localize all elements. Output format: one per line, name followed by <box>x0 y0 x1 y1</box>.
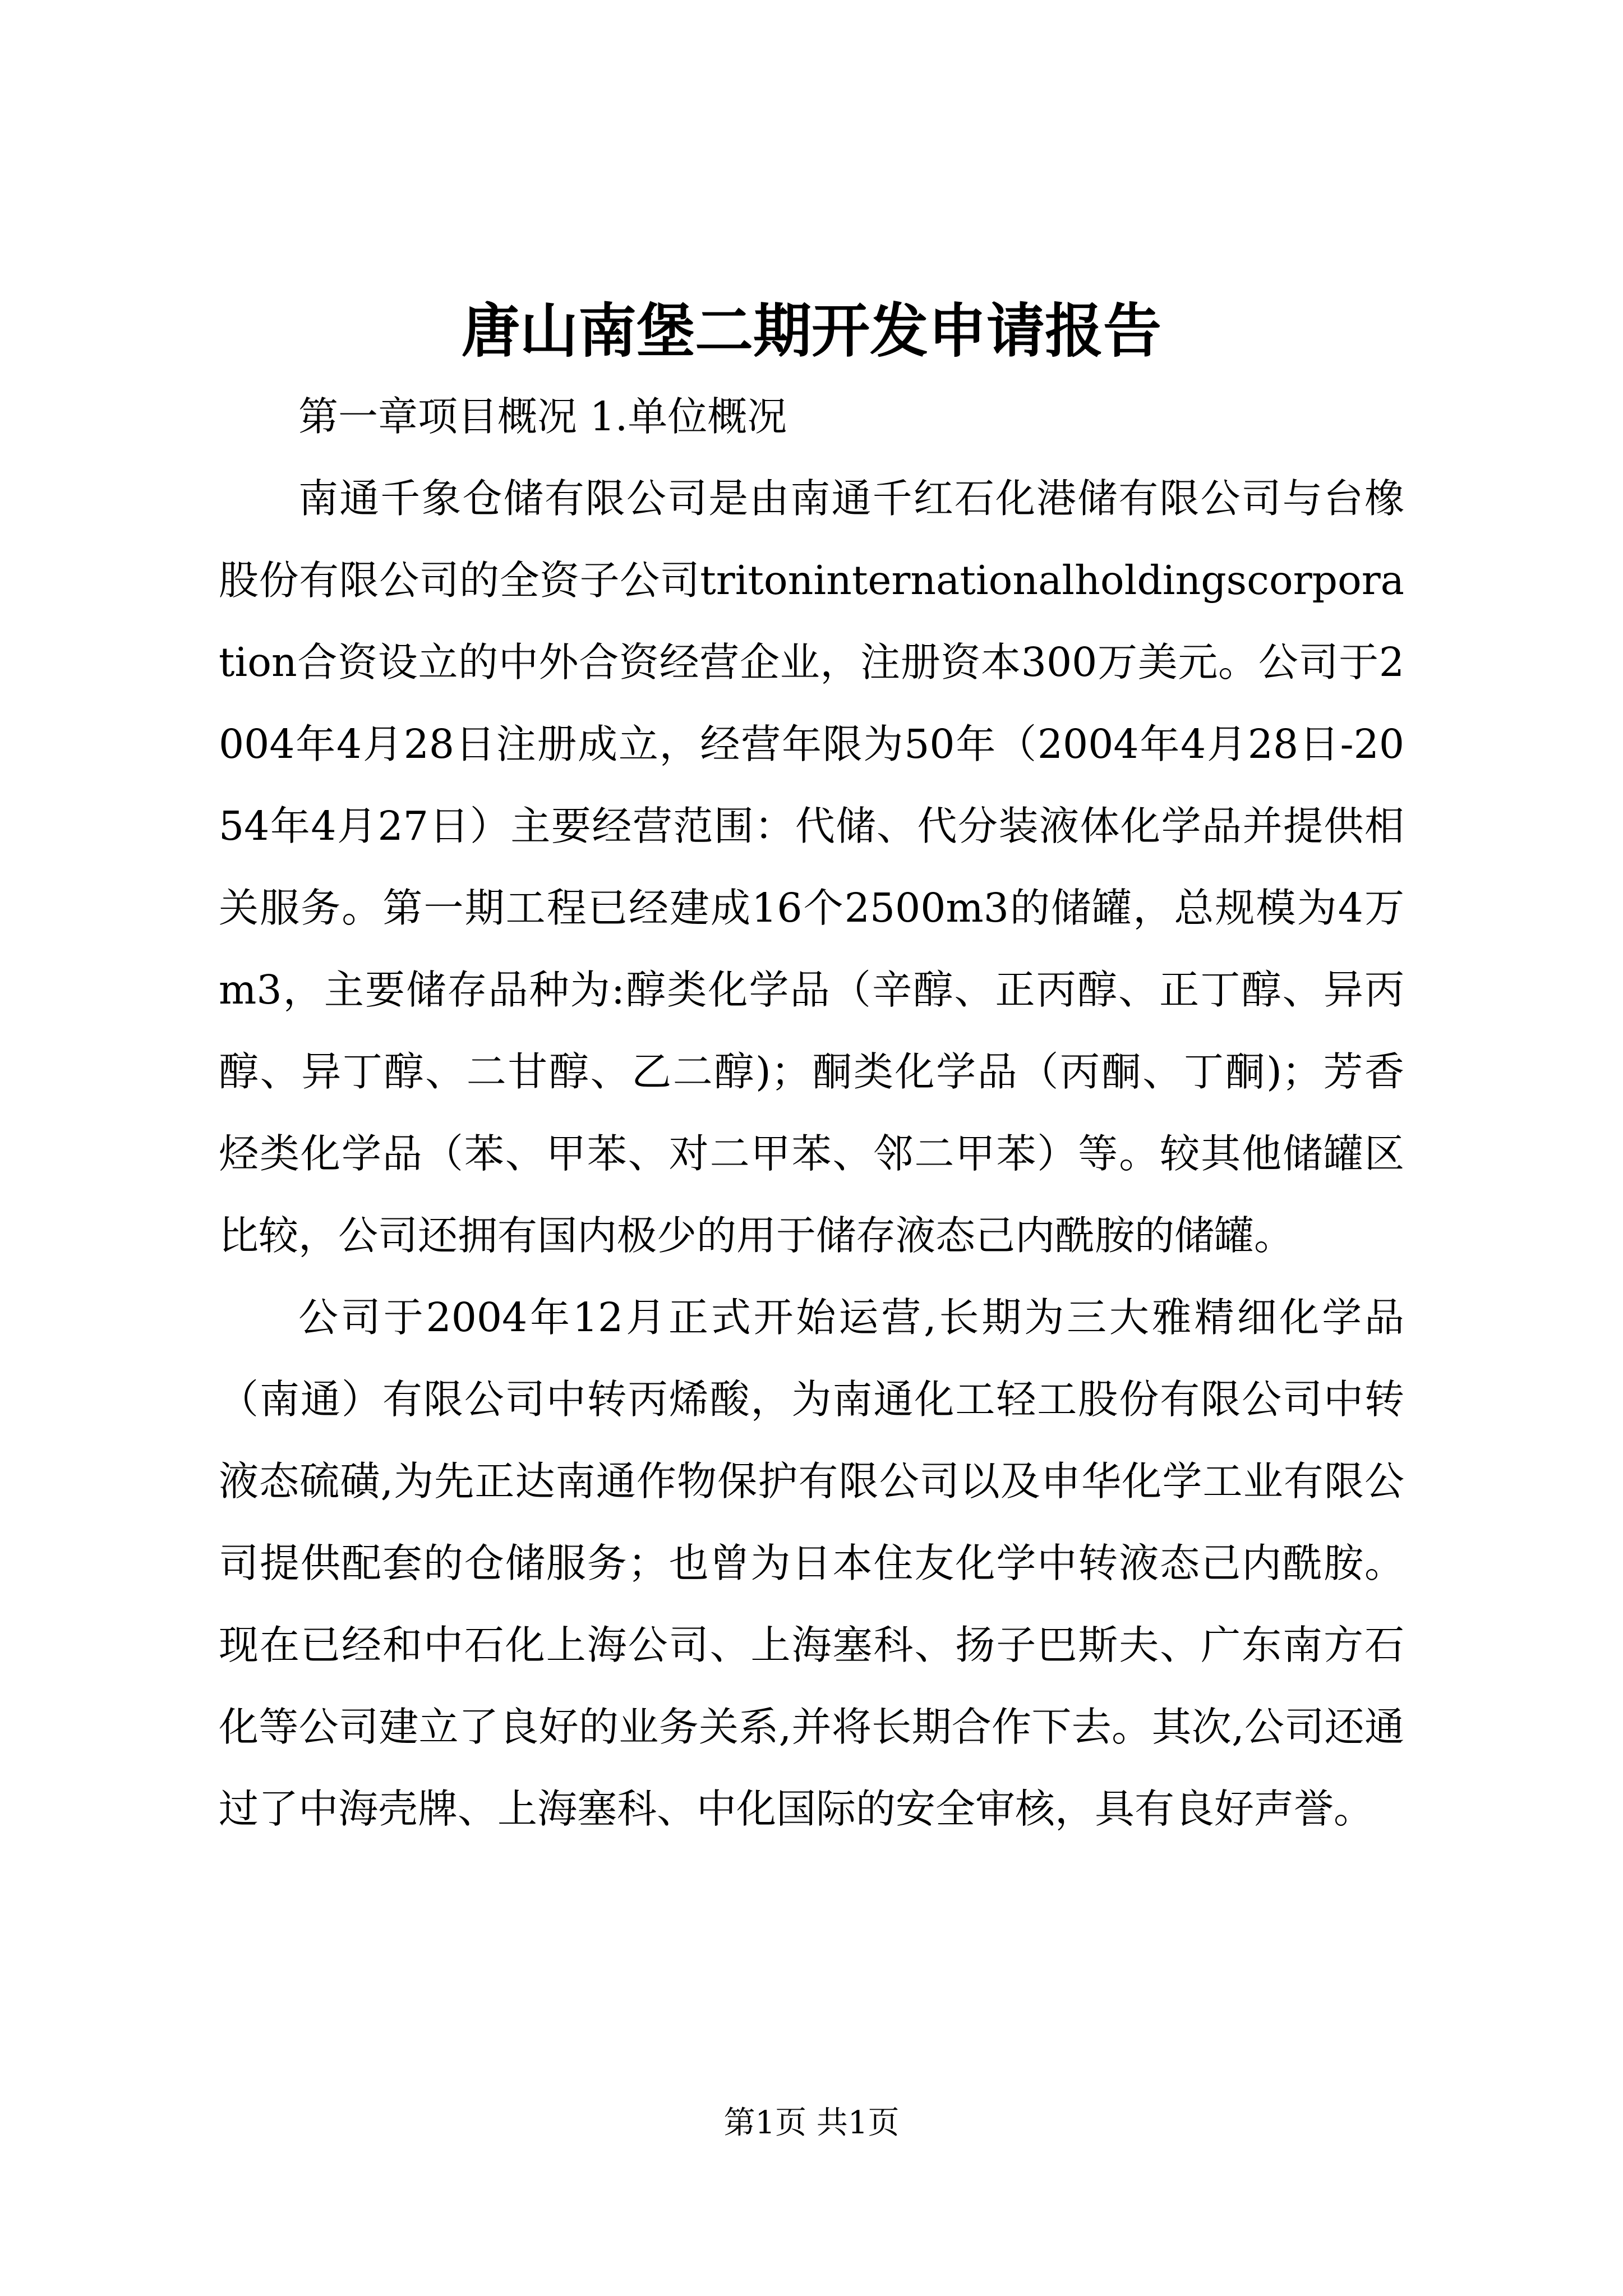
document-body <box>219 376 1404 1850</box>
document-title: 唐山南堡二期开发申请报告 <box>461 297 1161 365</box>
body-paragraph-company-overview: 南通千象仓储有限公司是由南通千红石化港储有限公司与台橡股份有限公司的全资子公司tritoninternationalholdingscorporation合资设立的中外合资经营企业，注册资本300万美元。公司于2004年4月28日注册成立，经营年限为50年（2004年4月28日-2054年4月27日）主要经营范围：代储、代分装液体化学品并提供相关服务。第一期工程已经建成16个2500m3的储罐，总规模为4万m3，主要储存品种为:醇类化学品（辛醇、正丙醇、正丁醇、异丙醇、异丁醇、二甘醇、乙二醇)；酮类化学品（丙酮、丁酮)；芳香烃类化学品（苯、甲苯、对二甲苯、邻二甲苯）等。较其他储罐区比较，公司还拥有国内极少的用于储存液态己内酰胺的储罐。 <box>219 475 1404 1259</box>
section-heading: 第一章项目概况 1.单位概况 <box>298 393 787 440</box>
page-footer: 第1页 共1页 <box>723 2105 900 2141</box>
body-paragraph-operations: 公司于2004年12月正式开始运营,长期为三大雅精细化学品（南通）有限公司中转丙烯酸，为南通化工轻工股份有限公司中转液态硫磺,为先正达南通作物保护有限公司以及申华化学工业有限公司提供配套的仓储服务；也曾为日本住友化学中转液态己内酰胺。现在已经和中石化上海公司、上海塞科、扬子巴斯夫、广东南方石化等公司建立了良好的业务关系,并将长期合作下去。其次,公司还通过了中海壳牌、上海塞科、中化国际的安全审核，具有良好声誉。 <box>219 1294 1404 1832</box>
